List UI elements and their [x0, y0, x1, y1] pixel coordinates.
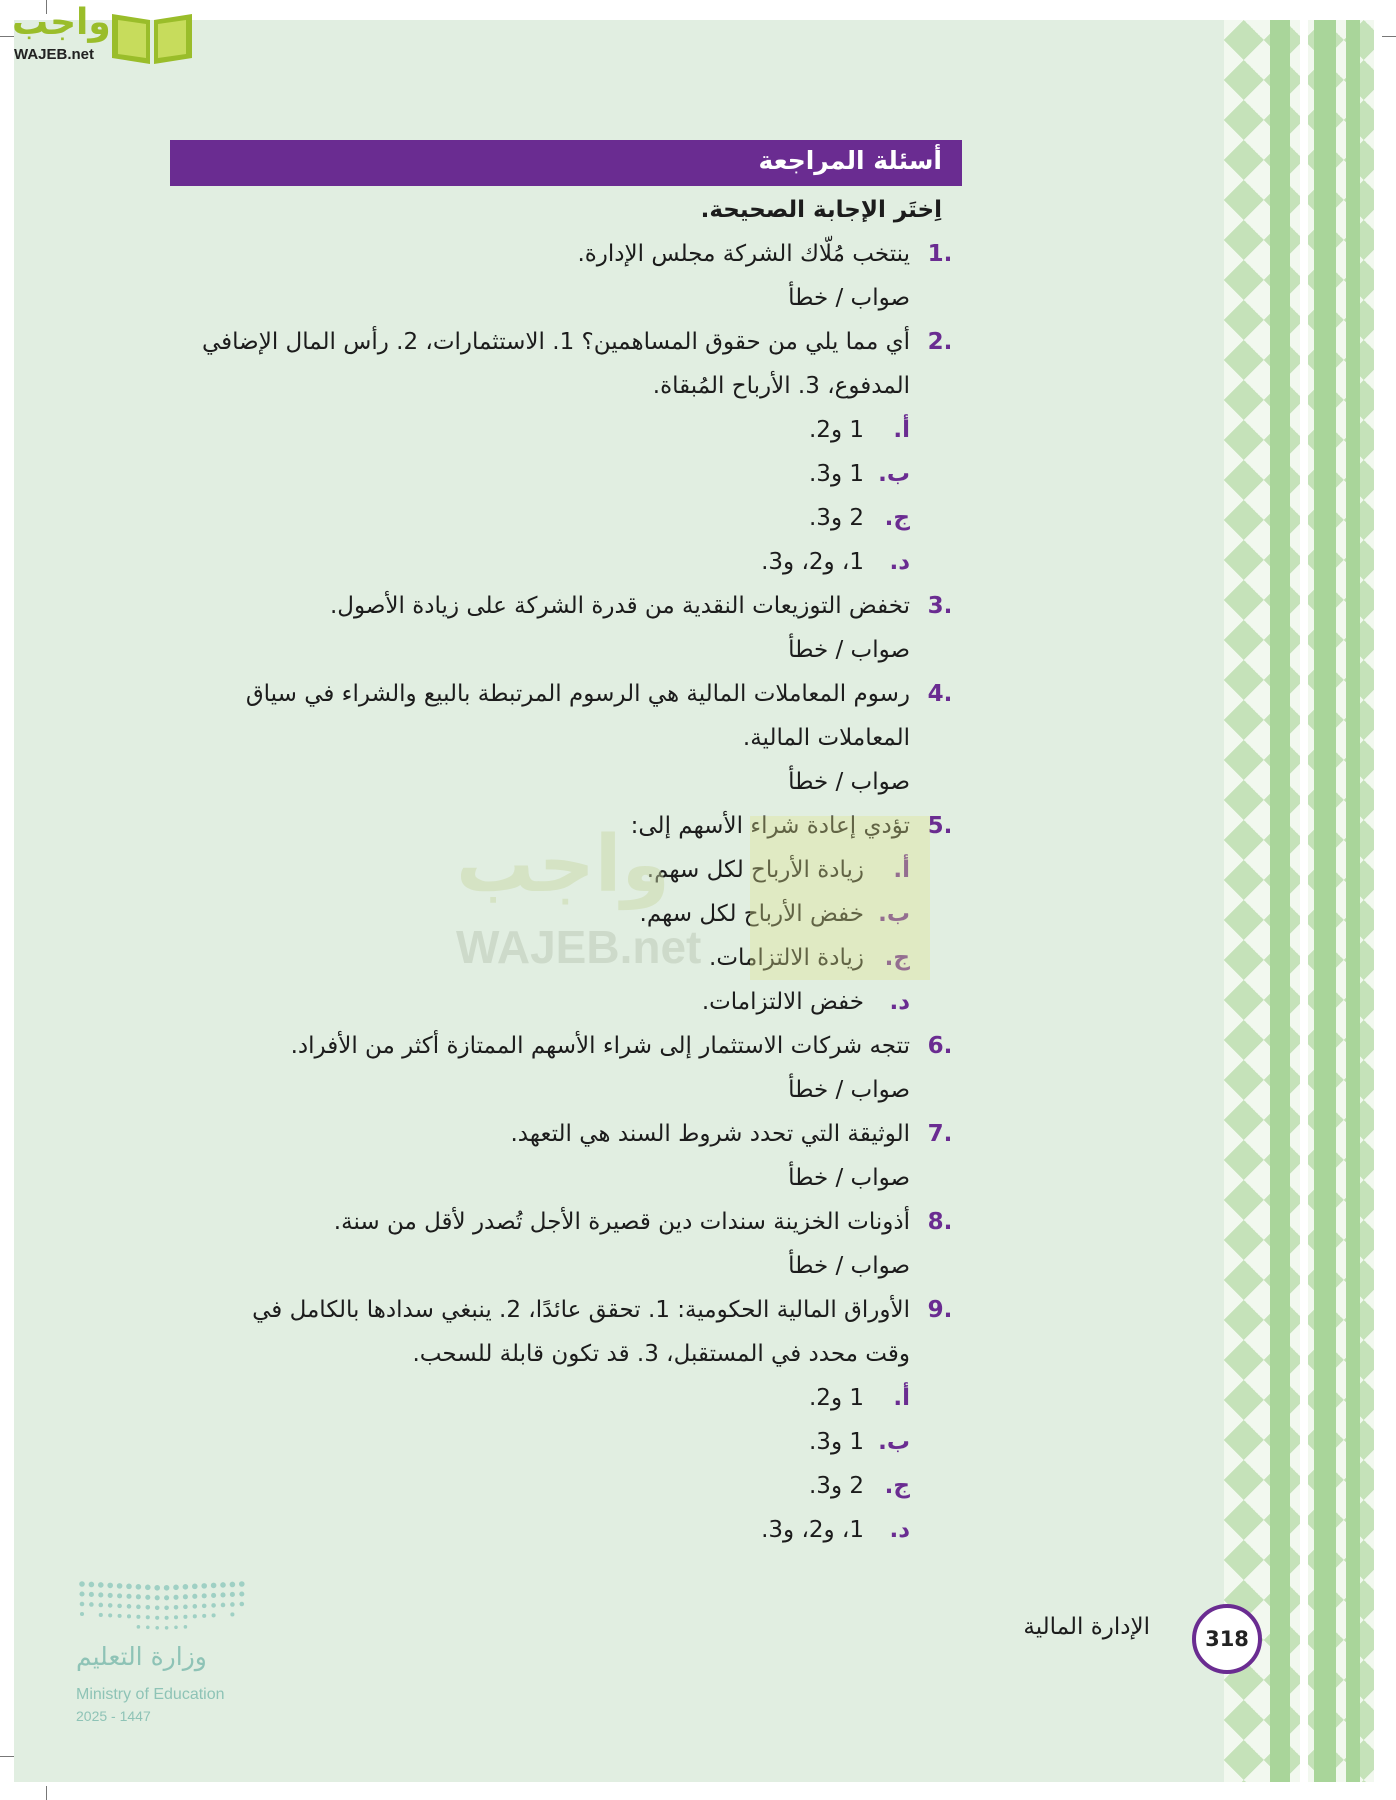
ministry-dot	[117, 1593, 122, 1598]
question-number: .2	[927, 329, 953, 355]
ministry-year: 2025 - 1447	[76, 1708, 151, 1724]
ministry-dot	[174, 1605, 179, 1610]
ministry-dot	[99, 1613, 103, 1617]
answer-option[interactable]	[170, 980, 962, 1024]
ministry-dot	[193, 1614, 197, 1618]
question-text: رسوم المعاملات المالية هي الرسوم المرتبطة بالبيع والشراء في سياق	[245, 681, 910, 707]
option-letter: ج.	[884, 945, 910, 971]
ministry-dot	[192, 1594, 197, 1599]
option-letter: ج.	[884, 1473, 910, 1499]
answer-option[interactable]	[170, 892, 962, 936]
ministry-dot	[155, 1605, 160, 1610]
ministry-dot	[192, 1584, 198, 1590]
answer-option[interactable]	[170, 408, 962, 452]
logo-arabic-text: واجب	[12, 2, 111, 43]
ministry-dot	[154, 1585, 160, 1591]
ministry-dot	[126, 1584, 132, 1590]
true-false-choice[interactable]: صواب / خطأ	[788, 1077, 910, 1103]
ministry-dots-icon	[76, 1578, 248, 1634]
true-false-choice[interactable]: صواب / خطأ	[788, 1253, 910, 1279]
watermark-english: WAJEB.net	[456, 921, 702, 973]
option-letter: ب.	[878, 1429, 910, 1455]
ministry-dot	[174, 1615, 178, 1619]
ministry-dot	[146, 1605, 151, 1610]
option-text: زيادة الالتزامات.	[709, 945, 864, 971]
ministry-dot	[212, 1613, 216, 1617]
answer-option[interactable]	[170, 936, 962, 980]
section-header	[170, 140, 962, 186]
ministry-logo	[76, 1578, 256, 1728]
ministry-dot	[145, 1595, 150, 1600]
question-text: تتجه شركات الاستثمار إلى شراء الأسهم الممتازة أكثر من الأفراد.	[290, 1033, 910, 1059]
answer-option[interactable]	[170, 848, 962, 892]
ministry-dot	[155, 1626, 159, 1630]
ministry-dot	[126, 1594, 131, 1599]
question-item	[170, 804, 962, 848]
ministry-dot	[201, 1583, 207, 1589]
ministry-dot	[202, 1604, 207, 1609]
option-text: 1، و2، و3.	[761, 549, 864, 575]
option-text: 1 و2.	[808, 1385, 864, 1411]
option-text: 1 و3.	[808, 1429, 864, 1455]
ministry-english: Ministry of Education	[76, 1686, 225, 1703]
ministry-dot	[118, 1614, 122, 1618]
option-letter: أ.	[893, 417, 910, 443]
ministry-dot	[230, 1612, 234, 1616]
ministry-dot	[230, 1582, 236, 1588]
ministry-dot	[136, 1584, 142, 1590]
option-letter: د.	[889, 549, 910, 575]
ministry-dot	[89, 1602, 94, 1607]
ministry-arabic: وزارة التعليم	[76, 1642, 207, 1671]
ministry-dot	[239, 1581, 245, 1587]
ministry-dot	[174, 1625, 178, 1629]
answer-option[interactable]	[170, 1420, 962, 1464]
ministry-dot	[108, 1613, 112, 1617]
decorative-border	[1224, 20, 1374, 1782]
answer-option[interactable]	[170, 540, 962, 584]
answer-option[interactable]	[170, 496, 962, 540]
ministry-dot	[108, 1593, 113, 1598]
question-item	[170, 672, 962, 716]
ministry-dot	[127, 1604, 132, 1609]
ministry-dot	[202, 1614, 206, 1618]
option-text: 1 و2.	[808, 417, 864, 443]
ministry-dot	[99, 1603, 104, 1608]
ministry-dot	[183, 1605, 188, 1610]
question-number: .5	[927, 813, 953, 839]
option-text: 2 و3.	[808, 505, 864, 531]
option-text: زيادة الأرباح لكل سهم.	[646, 857, 864, 883]
question-number: .7	[927, 1121, 953, 1147]
answer-option[interactable]	[170, 1376, 962, 1420]
ministry-dot	[173, 1584, 179, 1590]
ministry-dot	[89, 1592, 94, 1597]
ministry-dot	[240, 1602, 245, 1607]
ministry-dot	[211, 1583, 217, 1589]
ministry-dot	[80, 1602, 85, 1607]
ministry-dot	[145, 1584, 151, 1590]
question-number: .8	[927, 1209, 953, 1235]
question-item	[170, 320, 962, 364]
review-questions	[170, 188, 962, 1552]
question-number: .6	[927, 1033, 953, 1059]
question-number: .9	[927, 1297, 953, 1323]
ministry-dot	[221, 1603, 226, 1608]
ministry-dot	[79, 1581, 85, 1587]
question-text-continued: المدفوع، 3. الأرباح المُبقاة.	[652, 373, 910, 399]
book-icon	[108, 6, 196, 66]
ministry-dot	[211, 1593, 216, 1598]
ministry-dot	[202, 1593, 207, 1598]
option-letter: د.	[889, 1517, 910, 1543]
ministry-dot	[164, 1585, 170, 1591]
ministry-dot	[117, 1604, 122, 1609]
ministry-dot	[117, 1583, 123, 1589]
question-text: تؤدي إعادة شراء الأسهم إلى:	[630, 813, 910, 839]
option-letter: ج.	[884, 505, 910, 531]
ministry-dot	[136, 1594, 141, 1599]
option-letter: د.	[889, 989, 910, 1015]
question-text: تخفض التوزيعات النقدية من قدرة الشركة على زيادة الأصول.	[329, 593, 910, 619]
ministry-dot	[183, 1594, 188, 1599]
option-text: خفض الالتزامات.	[701, 989, 864, 1015]
ministry-dot	[230, 1592, 235, 1597]
question-item	[170, 1288, 962, 1332]
answer-option[interactable]	[170, 1464, 962, 1508]
ministry-dot	[98, 1582, 104, 1588]
page-title: أسئلة المراجعة	[758, 146, 942, 175]
question-item	[170, 1024, 962, 1068]
question-item	[170, 1200, 962, 1244]
instruction-text: اِختَر الإجابة الصحيحة.	[700, 197, 942, 223]
question-number: .4	[927, 681, 953, 707]
question-item	[170, 584, 962, 628]
page-number: 318	[1192, 1604, 1262, 1674]
ministry-dot	[211, 1603, 216, 1608]
wajeb-logo[interactable]	[12, 2, 192, 68]
ministry-dot	[136, 1605, 141, 1610]
true-false-choice[interactable]: صواب / خطأ	[788, 769, 910, 795]
answer-option[interactable]	[170, 1508, 962, 1552]
ministry-dot	[146, 1625, 150, 1629]
book-title: الإدارة المالية	[1023, 1614, 1150, 1640]
ministry-dot	[239, 1591, 244, 1596]
question-item	[170, 1112, 962, 1156]
question-item	[170, 232, 962, 276]
ministry-dot	[183, 1584, 189, 1590]
question-text: ينتخب مُلّاك الشركة مجلس الإدارة.	[577, 241, 910, 267]
ministry-dot	[146, 1615, 150, 1619]
ministry-dot	[220, 1582, 226, 1588]
ministry-dot	[220, 1592, 225, 1597]
ministry-dot	[193, 1604, 198, 1609]
true-false-choice[interactable]: صواب / خطأ	[788, 285, 910, 311]
watermark-arabic: واجب	[456, 820, 671, 910]
question-number: .3	[927, 593, 953, 619]
ministry-dot	[98, 1592, 103, 1597]
option-text: 2 و3.	[808, 1473, 864, 1499]
question-number: .1	[927, 241, 953, 267]
option-letter: أ.	[893, 857, 910, 883]
ministry-dot	[79, 1591, 84, 1596]
question-text: الأوراق المالية الحكومية: 1. تحقق عائدًا، 2. ينبغي سدادها بالكامل في	[252, 1297, 910, 1323]
ministry-dot	[164, 1595, 169, 1600]
question-text: أي مما يلي من حقوق المساهمين؟ 1. الاستثمارات، 2. رأس المال الإضافي	[202, 329, 910, 355]
ministry-dot	[80, 1612, 84, 1616]
option-text: خفض الأرباح لكل سهم.	[639, 901, 864, 927]
ministry-dot	[173, 1595, 178, 1600]
option-letter: ب.	[878, 901, 910, 927]
logo-english-text: WAJEB.net	[14, 46, 95, 63]
option-letter: أ.	[893, 1385, 910, 1411]
question-text: أذونات الخزينة سندات دين قصيرة الأجل تُصدر لأقل من سنة.	[333, 1209, 910, 1235]
ministry-dot	[183, 1615, 187, 1619]
ministry-dot	[136, 1615, 140, 1619]
ministry-dot	[155, 1616, 159, 1620]
ministry-dot	[108, 1603, 113, 1608]
ministry-dot	[107, 1583, 113, 1589]
question-text-continued: المعاملات المالية.	[742, 725, 910, 751]
ministry-dot	[184, 1625, 188, 1629]
ministry-dot	[164, 1605, 169, 1610]
ministry-dot	[165, 1616, 169, 1620]
true-false-choice[interactable]: صواب / خطأ	[788, 637, 910, 663]
ministry-dot	[230, 1602, 235, 1607]
question-text-continued: وقت محدد في المستقبل، 3. قد تكون قابلة للسحب.	[412, 1341, 910, 1367]
question-text: الوثيقة التي تحدد شروط السند هي التعهد.	[510, 1121, 910, 1147]
option-letter: ب.	[878, 461, 910, 487]
ministry-dot	[165, 1626, 169, 1630]
true-false-choice[interactable]: صواب / خطأ	[788, 1165, 910, 1191]
ministry-dot	[127, 1614, 131, 1618]
ministry-dot	[89, 1582, 95, 1588]
option-text: 1 و3.	[808, 461, 864, 487]
answer-option[interactable]	[170, 452, 962, 496]
option-text: 1، و2، و3.	[761, 1517, 864, 1543]
ministry-dot	[155, 1595, 160, 1600]
ministry-dot	[137, 1625, 141, 1629]
